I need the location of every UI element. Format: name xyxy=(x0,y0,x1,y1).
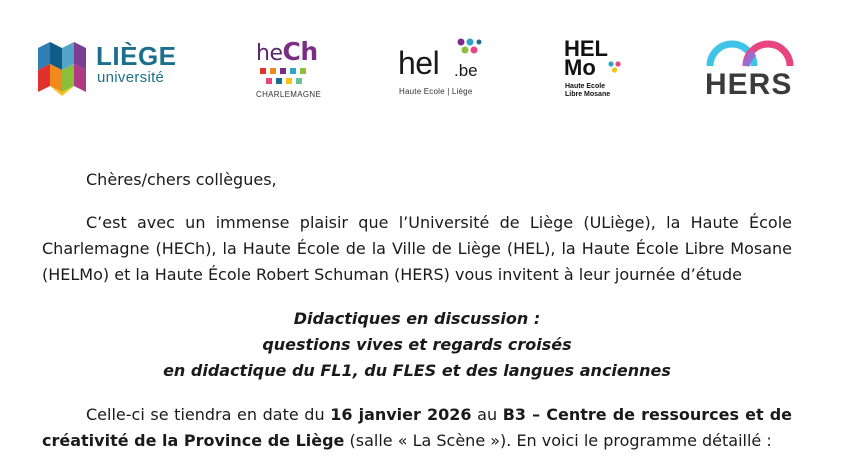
hers-wordmark: HERS xyxy=(705,68,793,101)
helmo-line2: Mo xyxy=(564,55,596,80)
event-title-line2: questions vives et regards croisés xyxy=(262,335,572,354)
event-title xyxy=(42,306,792,384)
hech-subtitle: CHARLEMAGNE xyxy=(256,90,322,99)
intro-paragraph: C’est avec un immense plaisir que l’Université de Liège (ULiège), la Haute École Charlemagne (HECh), la Haute École de la Ville de Liège (HEL), la Haute École Libre Mosane (HELMo) et la Haute École Robert Schuman (HERS) vous invitent à leur journée d’étude xyxy=(42,213,792,284)
salutation: Chères/chers collègues, xyxy=(86,170,277,189)
event-title-line3: en didactique du FL1, du FLES et des langues anciennes xyxy=(163,361,671,380)
hel-wordmark: hel xyxy=(398,45,440,81)
hel-dots-icon xyxy=(454,38,484,60)
event-venue: B3 – Centre de ressources et de créativité de la Province de Liège xyxy=(42,405,793,450)
uliege-mark-icon xyxy=(38,42,90,96)
hel-suffix: .be xyxy=(454,61,478,80)
helmo-dots-icon xyxy=(608,60,622,74)
partner-logos-strip xyxy=(0,0,846,120)
hech-wordmark xyxy=(256,37,318,66)
hel-subtitle: Haute Ecole | Liège xyxy=(399,87,473,96)
uliege-name: LIÈGE xyxy=(96,41,177,71)
hers-arcs-icon xyxy=(706,36,794,68)
helmo-line1: HEL xyxy=(564,36,608,61)
hech-word-b: Ch xyxy=(282,37,318,66)
helmo-subtitle-line1: Haute Ecole xyxy=(565,83,606,90)
uliege-logo xyxy=(38,40,178,98)
hech-dots-icon xyxy=(258,68,318,88)
details-pre: Celle-ci se tiendra en date du xyxy=(86,405,331,424)
details-mid: au xyxy=(471,405,503,424)
helmo-subtitle xyxy=(565,83,610,99)
details-post: (salle « La Scène »). En voici le programme détaillé : xyxy=(344,431,772,450)
details-paragraph xyxy=(42,402,792,454)
event-title-line1: Didactiques en discussion : xyxy=(293,309,541,328)
letter-body xyxy=(42,150,792,454)
hel-logo xyxy=(398,38,488,100)
hech-word-a: he xyxy=(256,41,283,66)
helmo-logo xyxy=(564,38,634,100)
hech-logo xyxy=(256,37,328,102)
helmo-subtitle-line2: Libre Mosane xyxy=(565,91,611,98)
hers-logo xyxy=(704,36,796,100)
uliege-subtitle: université xyxy=(97,69,165,86)
event-date: 16 janvier 2026 xyxy=(330,405,472,424)
